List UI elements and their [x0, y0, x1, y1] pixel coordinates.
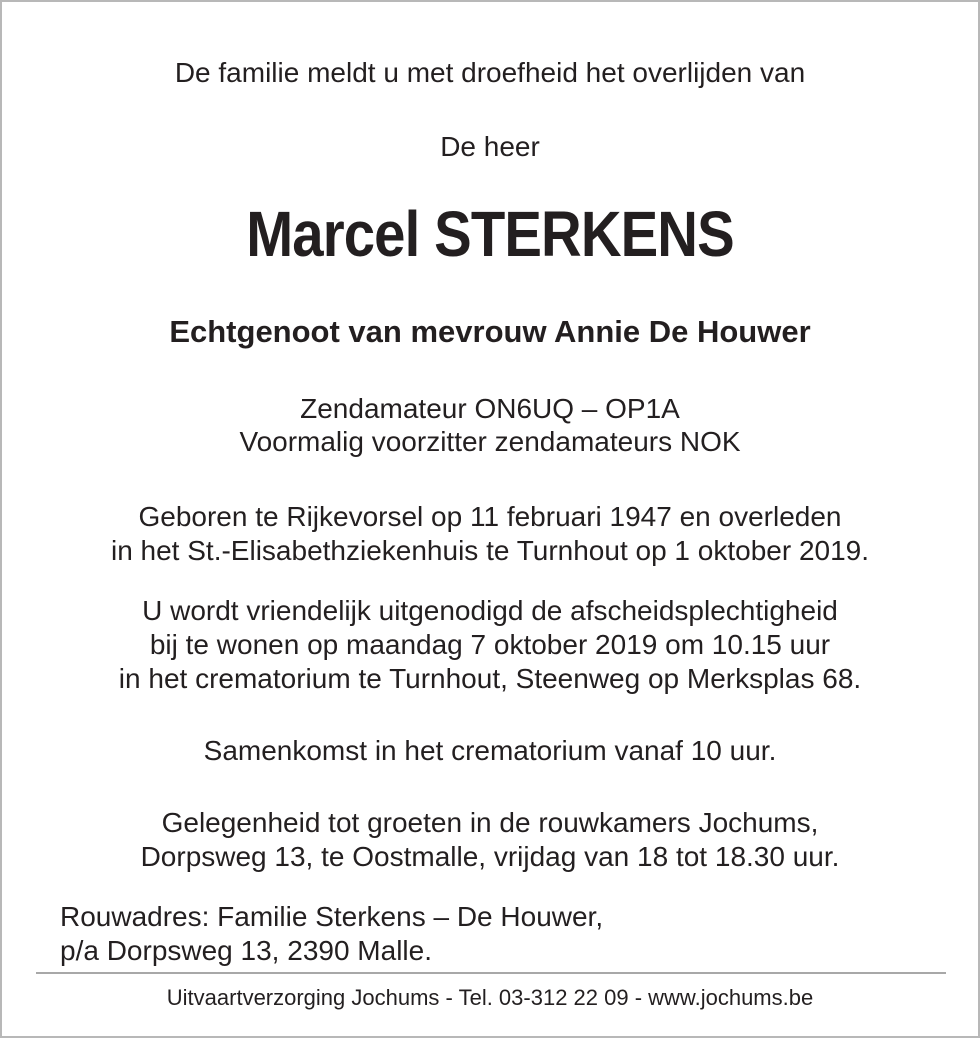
visitation-line: Gelegenheid tot groeten in de rouwkamers Jochums, [161, 807, 819, 838]
invitation-line: in het crematorium te Turnhout, Steenweg op Merksplas 68. [118, 663, 862, 694]
death-line: in het St.-Elisabethziekenhuis te Turnhout op 1 oktober 2019. [110, 535, 870, 566]
footer-divider [36, 972, 946, 974]
radio-club-line: Voormalig voorzitter zendamateurs NOK [239, 426, 741, 457]
mourning-address-line: Rouwadres: Familie Sterkens – De Houwer, [60, 901, 604, 932]
gathering-line: Samenkomst in het crematorium vanaf 10 uur. [203, 735, 777, 766]
invitation-line: U wordt vriendelijk uitgenodigd de afscheidsplechtigheid [142, 595, 838, 626]
mourning-address-line: p/a Dorpsweg 13, 2390 Malle. [60, 935, 432, 966]
funeral-home-footer: Uitvaartverzorging Jochums - Tel. 03-312 22 09 - www.jochums.be [166, 985, 814, 1010]
visitation-line: Dorpsweg 13, te Oostmalle, vrijdag van 18 tot 18.30 uur. [140, 841, 840, 872]
invitation-line: bij te wonen op maandag 7 oktober 2019 om 10.15 uur [149, 629, 831, 660]
honorific-title: De heer [440, 131, 540, 162]
intro-text: De familie meldt u met droefheid het overlijden van [174, 57, 806, 88]
radio-amateur-line: Zendamateur ON6UQ – OP1A [300, 393, 680, 424]
birth-line: Geboren te Rijkevorsel op 11 februari 1947 en overleden [138, 501, 842, 532]
deceased-name: Marcel STERKENS [246, 198, 734, 270]
spouse-line: Echtgenoot van mevrouw Annie De Houwer [169, 314, 811, 349]
